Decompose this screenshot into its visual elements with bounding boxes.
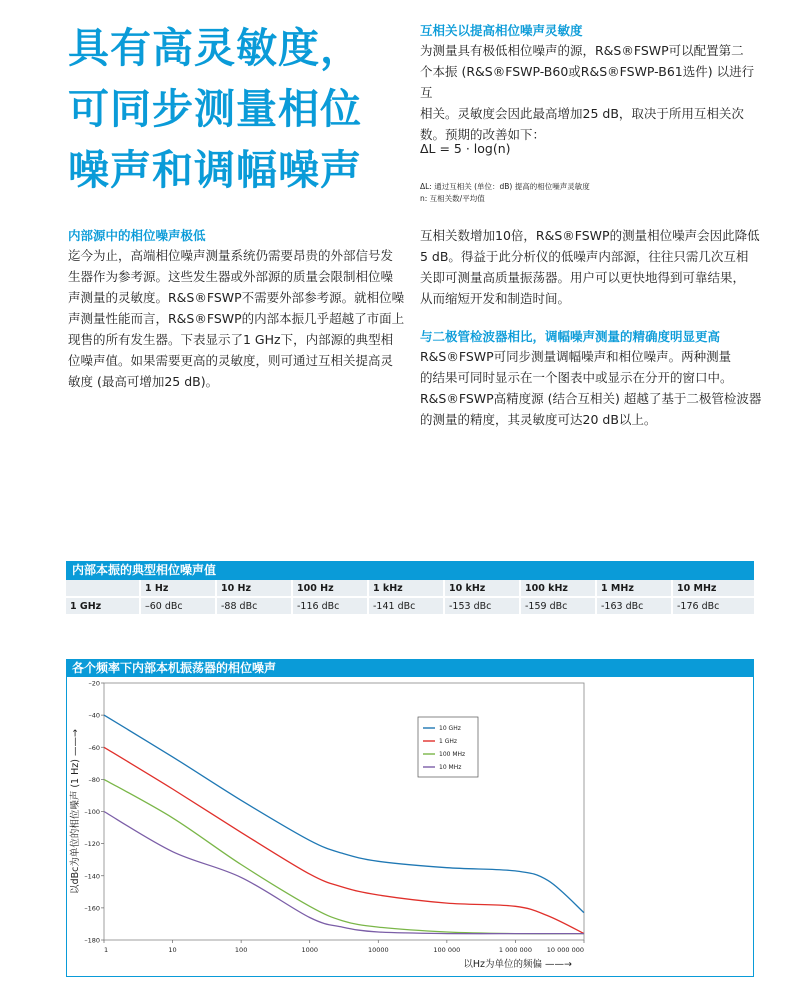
left-line: 迄今为止，高端相位噪声测量系统仍需要昂贵的外部信号发 [68, 248, 394, 263]
headline [68, 18, 408, 201]
y-tick-label: –100 [84, 808, 100, 816]
headline-line-2: 可同步测量相位 [68, 85, 362, 133]
table-cell: -163 dBc [596, 597, 672, 615]
table-cell: -153 dBc [444, 597, 520, 615]
phase-noise-chart [66, 677, 754, 977]
table-header-cell: 1 MHz [596, 580, 672, 597]
y-tick-label: –40 [88, 711, 100, 720]
y-tick-label: –140 [84, 872, 100, 881]
left-line: 敏度 (最高可增加25 dB)。 [68, 374, 219, 389]
table-header-cell: 1 Hz [140, 580, 216, 597]
table-title: 内部本振的典型相位噪声值 [66, 561, 754, 580]
table-header-cell [66, 580, 140, 597]
table-cell: 1 GHz [66, 597, 140, 615]
table-cell: –60 dBc [140, 597, 216, 615]
left-line: 位噪声值。如果需要更高的灵敏度，则可通过互相关提高灵 [68, 353, 394, 368]
plot-area [104, 683, 584, 940]
table-body [66, 580, 754, 616]
y-tick-label: –120 [84, 840, 100, 849]
formula-note: n: 互相关数/平均值 [420, 194, 485, 203]
right1-line: 个本振 (R&S®FSWP-B60或R&S®FSWP-B61选件) 以进行互 [420, 64, 755, 100]
legend-label: 10 GHz [439, 725, 461, 733]
x-tick-label: 10 [168, 946, 177, 954]
formula: ΔL = 5 · log(n) [420, 141, 511, 156]
right1-line2: 5 dB。得益于此分析仪的低噪声内部源，往往只需几次互相 [420, 249, 749, 264]
right-section-2-title: 与二极管检波器相比，调幅噪声测量的精确度明显更高 [420, 329, 721, 344]
table-row [66, 597, 754, 615]
table-cell: -159 dBc [520, 597, 596, 615]
right2-line: 的测量的精度，其灵敏度可达20 dB以上。 [420, 412, 657, 427]
table-cell: -116 dBc [292, 597, 368, 615]
right2-line: R&S®FSWP高精度源 (结合互相关) 超越了基于二极管检波器 [420, 391, 762, 406]
table-header-cell: 10 kHz [444, 580, 520, 597]
x-axis-label: 以Hz为单位的频偏 ——→ [463, 959, 572, 970]
left-line: 声测量的灵敏度。R&S®FSWP不需要外部参考源。就相位噪 [68, 290, 405, 305]
headline-line-1: 具有高灵敏度， [68, 24, 362, 72]
y-axis-label: 以dBc为单位的相位噪声 (1 Hz) ——→ [70, 729, 81, 894]
x-tick-label: 100 [234, 946, 248, 954]
x-tick-label: 1 [104, 946, 109, 954]
right-section-2-body [420, 346, 765, 430]
table-header-cell: 100 kHz [520, 580, 596, 597]
x-tick-label: 1000 [301, 946, 318, 954]
y-tick-label: –20 [88, 679, 100, 688]
y-tick-label: –160 [84, 904, 100, 913]
x-tick-label: 10 000 000 [546, 946, 584, 954]
table-header-cell: 10 MHz [672, 580, 754, 597]
left-line: 声测量性能而言，R&S®FSWP的内部本振几乎超越了市面上 [68, 311, 405, 326]
legend-label: 1 GHz [439, 738, 458, 746]
left-line: 现售的所有发生器。下表显示了1 GHz下，内部源的典型相 [68, 332, 394, 347]
right2-line: 的结果可同时显示在一个图表中或显示在分开的窗口中。 [420, 370, 733, 385]
table-header-row [66, 580, 754, 597]
table-header-cell: 10 Hz [216, 580, 292, 597]
y-tick-label: –180 [84, 936, 100, 945]
right1-line2: 关即可测量高质量振荡器。用户可以更快地得到可靠结果， [420, 270, 746, 285]
y-tick-label: –80 [88, 775, 100, 784]
legend [418, 717, 478, 777]
left-section [68, 227, 408, 392]
left-line: 生器作为参考源。这些发生器或外部源的质量会限制相位噪 [68, 269, 394, 284]
formula-notes [420, 181, 760, 205]
phase-noise-table [66, 561, 754, 616]
table-cell: -176 dBc [672, 597, 754, 615]
legend-label: 10 MHz [439, 764, 462, 772]
right1-line: 数。预期的改善如下： [420, 127, 546, 142]
right1-line: 相关。灵敏度会因此最高增加25 dB，取决于所用互相关次 [420, 106, 744, 121]
left-section-body [68, 245, 408, 392]
right1-line2: 从而缩短开发和制造时间。 [420, 291, 571, 306]
x-tick-label: 1 000 000 [498, 946, 532, 954]
chart-title: 各个频率下内部本机振荡器的相位噪声 [66, 659, 754, 677]
y-axis [84, 680, 104, 945]
right2-line: R&S®FSWP可同步测量调幅噪声和相位噪声。两种测量 [420, 349, 732, 364]
table-header-cell: 1 kHz [368, 580, 444, 597]
right-section-1-body-2 [420, 225, 760, 309]
right1-line2: 互相关数增加10倍，R&S®FSWP的测量相位噪声会因此降低 [420, 228, 760, 243]
legend-label: 100 MHz [439, 751, 466, 759]
headline-line-3: 噪声和调幅噪声 [68, 146, 362, 194]
right-section-1-body [420, 40, 760, 145]
table-header-cell: 100 Hz [292, 580, 368, 597]
right-section-2 [420, 328, 765, 430]
x-tick-label: 100 000 [433, 946, 461, 954]
right-section-1-title: 互相关以提高相位噪声灵敏度 [420, 23, 583, 38]
left-section-title: 内部源中的相位噪声极低 [68, 228, 206, 243]
y-tick-label: –60 [88, 743, 100, 752]
table-cell: -88 dBc [216, 597, 292, 615]
table-cell: -141 dBc [368, 597, 444, 615]
formula-note: ΔL: 通过互相关 (单位：dB) 提高的相位噪声灵敏度 [420, 182, 590, 191]
right1-line: 为测量具有极低相位噪声的源，R&S®FSWP可以配置第二 [420, 43, 744, 58]
x-axis [104, 940, 584, 954]
x-tick-label: 10000 [367, 946, 389, 954]
right-section-1 [420, 22, 760, 145]
